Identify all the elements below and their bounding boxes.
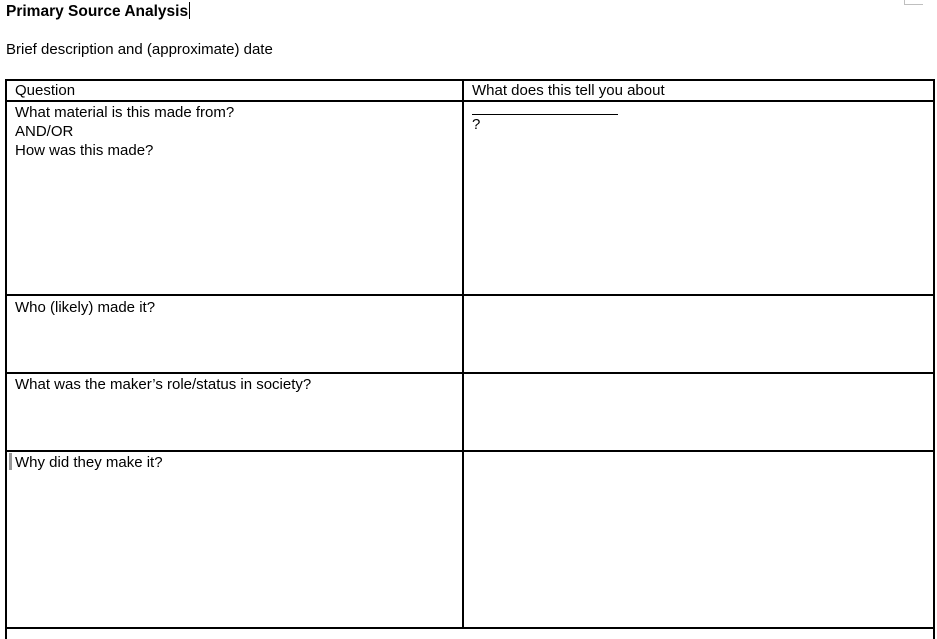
answer-cell[interactable] <box>464 296 933 372</box>
text-cursor <box>189 2 190 19</box>
question-text: What material is this made from? <box>15 104 235 121</box>
header-answer-cell[interactable] <box>464 81 933 133</box>
answer-cell[interactable] <box>464 452 933 627</box>
question-text: How was this made? <box>15 142 154 159</box>
question-text: What was the maker’s role/status in society? <box>15 376 312 393</box>
question-text: Who (likely) made it? <box>15 299 156 316</box>
header-answer-prefix: What does this tell you about <box>472 82 665 99</box>
table-row <box>7 296 933 374</box>
table-row <box>7 102 933 296</box>
question-text: Why did they make it? <box>15 454 163 471</box>
table-row <box>7 374 933 452</box>
table-row <box>7 452 933 629</box>
question-cell[interactable] <box>7 374 462 450</box>
page-title-text: Primary Source Analysis <box>6 3 189 20</box>
description-prompt: Brief description and (approximate) date <box>6 41 273 58</box>
header-question-cell[interactable] <box>7 81 462 100</box>
question-cell[interactable] <box>7 296 462 372</box>
selection-cursor <box>9 453 12 470</box>
question-text: AND/OR <box>15 123 74 140</box>
question-cell[interactable] <box>7 102 462 294</box>
page-title[interactable] <box>6 2 190 21</box>
page-corner-mark <box>904 0 923 5</box>
header-question-label: Question <box>15 82 76 99</box>
header-answer-suffix: ? <box>472 116 481 133</box>
answer-cell[interactable] <box>464 102 933 294</box>
answer-cell[interactable] <box>464 374 933 450</box>
analysis-table <box>5 79 935 639</box>
question-cell[interactable] <box>7 452 462 627</box>
